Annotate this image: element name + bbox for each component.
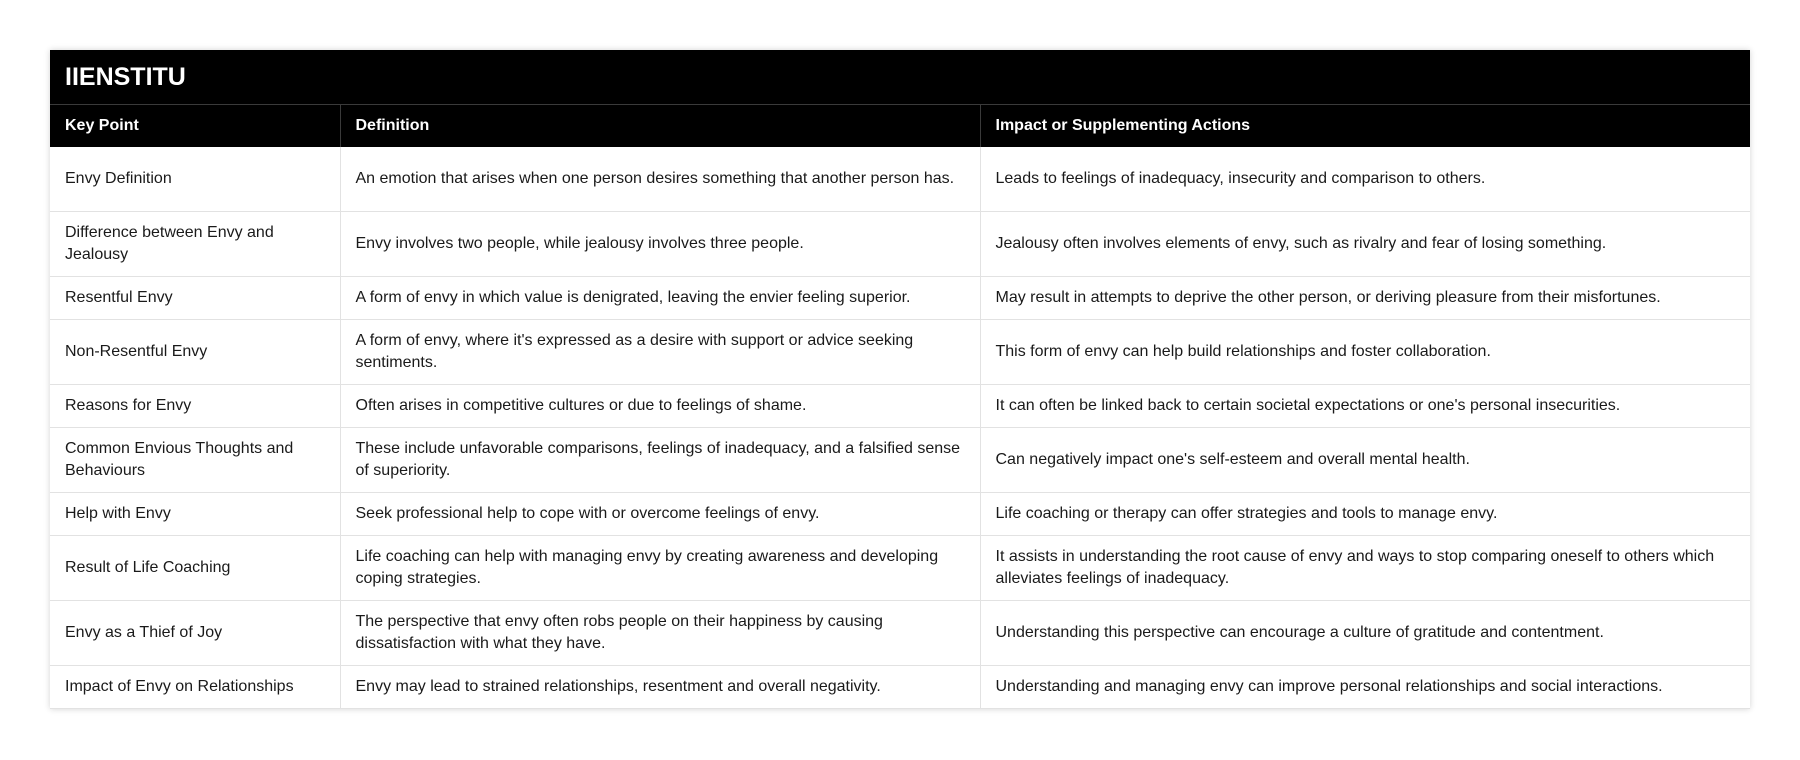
table-row bbox=[50, 428, 1750, 493]
impact-cell: It assists in understanding the root cause of envy and ways to stop comparing oneself to others which alleviates feelings of inadequacy. bbox=[980, 536, 1750, 601]
definition-cell: Life coaching can help with managing envy by creating awareness and developing coping strategies. bbox=[340, 536, 980, 601]
key-point-cell: Envy as a Thief of Joy bbox=[50, 601, 340, 666]
table-row bbox=[50, 536, 1750, 601]
impact-cell: It can often be linked back to certain societal expectations or one's personal insecurities. bbox=[980, 385, 1750, 428]
definition-cell: These include unfavorable comparisons, feelings of inadequacy, and a falsified sense of superiority. bbox=[340, 428, 980, 493]
definition-cell: Envy may lead to strained relationships, resentment and overall negativity. bbox=[340, 666, 980, 709]
key-point-cell: Common Envious Thoughts and Behaviours bbox=[50, 428, 340, 493]
impact-cell: Understanding this perspective can encourage a culture of gratitude and contentment. bbox=[980, 601, 1750, 666]
key-point-cell: Envy Definition bbox=[50, 147, 340, 212]
definition-cell: An emotion that arises when one person desires something that another person has. bbox=[340, 147, 980, 212]
column-header-key-point: Key Point bbox=[50, 105, 340, 148]
table-row bbox=[50, 601, 1750, 666]
table-row bbox=[50, 493, 1750, 536]
key-point-cell: Difference between Envy and Jealousy bbox=[50, 212, 340, 277]
table-row bbox=[50, 212, 1750, 277]
envy-table bbox=[50, 50, 1750, 709]
key-point-cell: Help with Envy bbox=[50, 493, 340, 536]
impact-cell: This form of envy can help build relationships and foster collaboration. bbox=[980, 320, 1750, 385]
table-row bbox=[50, 320, 1750, 385]
key-point-cell: Impact of Envy on Relationships bbox=[50, 666, 340, 709]
table-title: IIENSTITU bbox=[50, 50, 1750, 105]
impact-cell: Can negatively impact one's self-esteem and overall mental health. bbox=[980, 428, 1750, 493]
table-row bbox=[50, 277, 1750, 320]
definition-cell: Often arises in competitive cultures or due to feelings of shame. bbox=[340, 385, 980, 428]
table-title-row bbox=[50, 50, 1750, 105]
key-point-cell: Non-Resentful Envy bbox=[50, 320, 340, 385]
definition-cell: Seek professional help to cope with or overcome feelings of envy. bbox=[340, 493, 980, 536]
definition-cell: A form of envy in which value is denigrated, leaving the envier feeling superior. bbox=[340, 277, 980, 320]
impact-cell: Jealousy often involves elements of envy, such as rivalry and fear of losing something. bbox=[980, 212, 1750, 277]
envy-table-container bbox=[50, 50, 1750, 709]
column-header-definition: Definition bbox=[340, 105, 980, 148]
impact-cell: Understanding and managing envy can improve personal relationships and social interactions. bbox=[980, 666, 1750, 709]
definition-cell: Envy involves two people, while jealousy involves three people. bbox=[340, 212, 980, 277]
table-row bbox=[50, 666, 1750, 709]
table-row bbox=[50, 147, 1750, 212]
table-header-row bbox=[50, 105, 1750, 148]
key-point-cell: Reasons for Envy bbox=[50, 385, 340, 428]
table-row bbox=[50, 385, 1750, 428]
impact-cell: Leads to feelings of inadequacy, insecurity and comparison to others. bbox=[980, 147, 1750, 212]
column-header-impact: Impact or Supplementing Actions bbox=[980, 105, 1750, 148]
impact-cell: May result in attempts to deprive the other person, or deriving pleasure from their misfortunes. bbox=[980, 277, 1750, 320]
definition-cell: A form of envy, where it's expressed as a desire with support or advice seeking sentiments. bbox=[340, 320, 980, 385]
key-point-cell: Resentful Envy bbox=[50, 277, 340, 320]
key-point-cell: Result of Life Coaching bbox=[50, 536, 340, 601]
impact-cell: Life coaching or therapy can offer strategies and tools to manage envy. bbox=[980, 493, 1750, 536]
definition-cell: The perspective that envy often robs people on their happiness by causing dissatisfaction with what they have. bbox=[340, 601, 980, 666]
